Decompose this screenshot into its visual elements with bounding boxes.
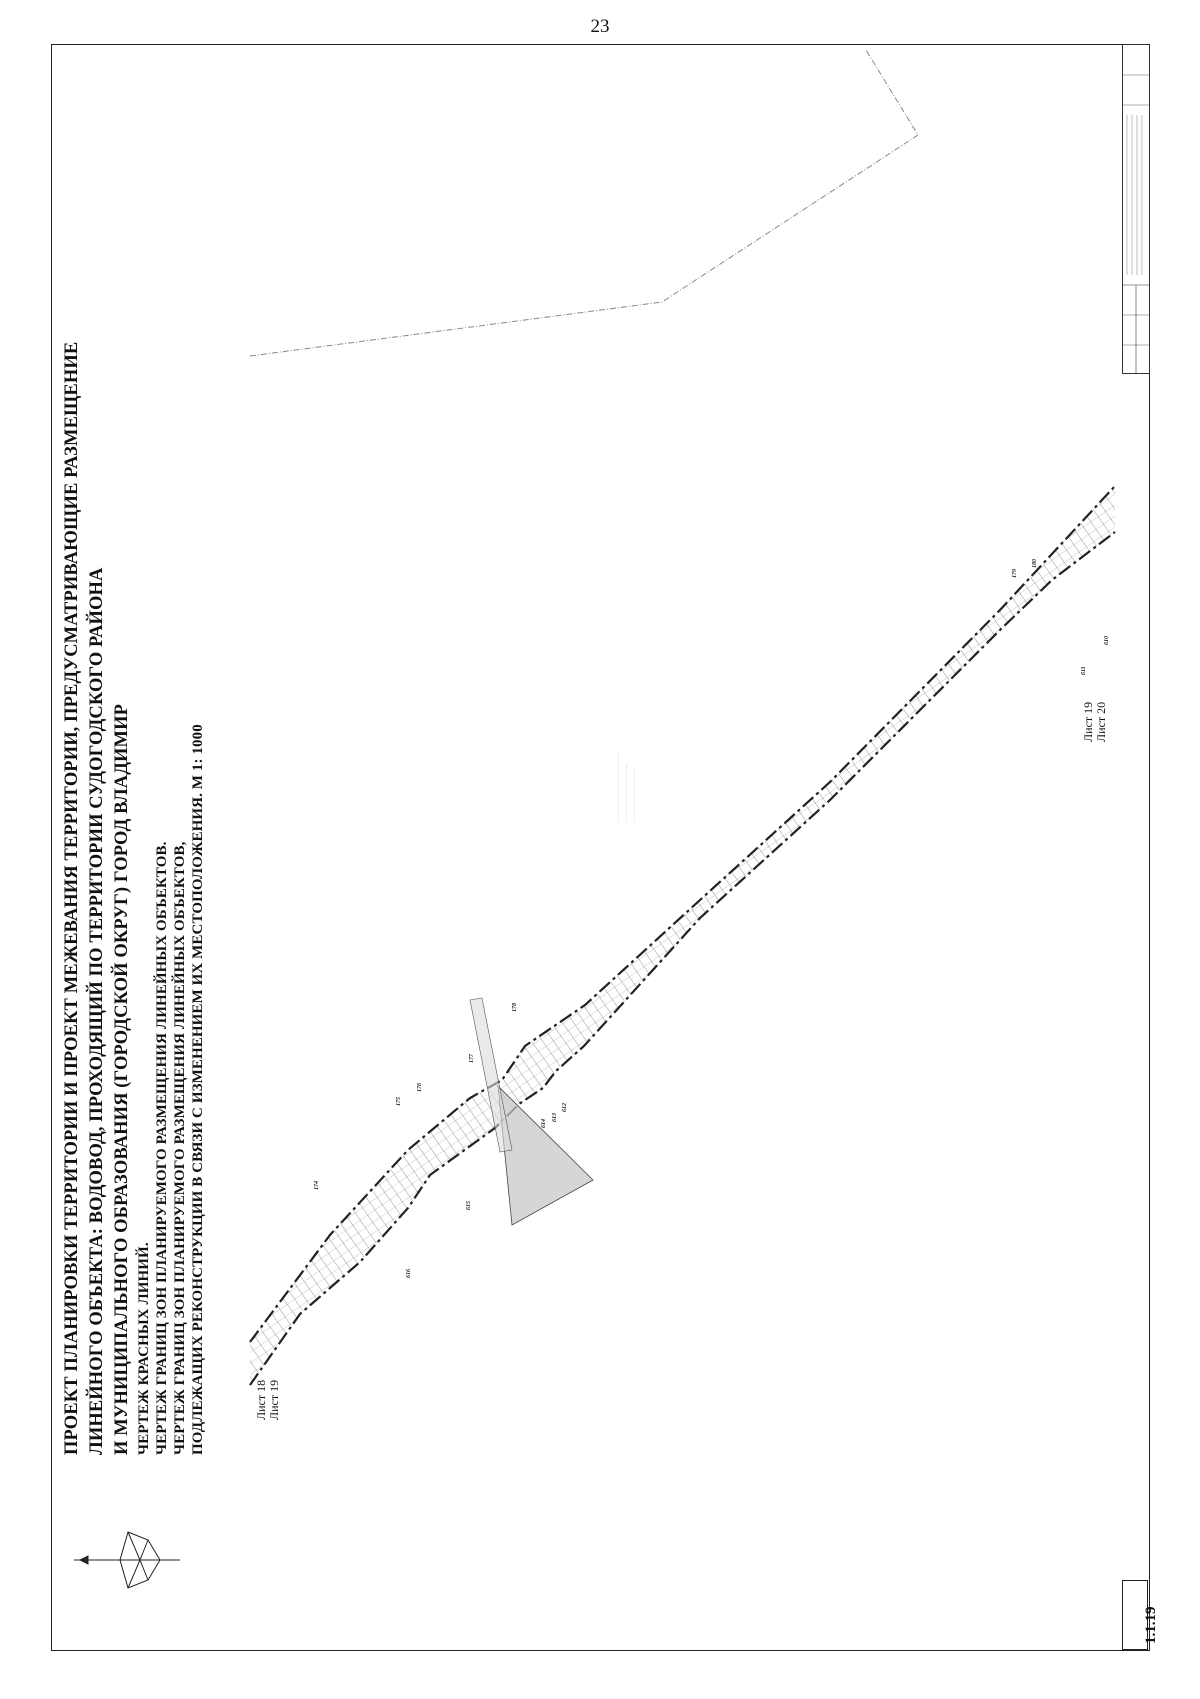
watermark-text [617,751,638,820]
point-label-610: 610 [1104,636,1110,645]
point-label-614: 614 [541,1119,547,1128]
linear-object-zone [250,486,1115,1385]
north-arrow-icon [74,1532,180,1588]
existing-parcel-boundary [250,50,918,356]
crossing-zone-triangle [498,1086,593,1225]
point-label-178: 178 [512,1003,518,1012]
subtitle-line-1: ЧЕРТЕЖ КРАСНЫХ ЛИНИЙ. [136,1242,152,1455]
point-label-611: 611 [1081,666,1087,675]
match-line-right-next: Лист 20 [1094,701,1108,742]
title-line-3: И МУНИЦИПАЛЬНОГО ОБРАЗОВАНИЯ (ГОРОДСКОЙ ОКРУГ) ГОРОД ВЛАДИМИР [112,704,132,1455]
page-number: 23 [590,16,610,37]
point-label-176: 176 [417,1083,423,1092]
point-label-180: 180 [1032,559,1038,568]
subtitle-line-3: ЧЕРТЕЖ ГРАНИЦ ЗОН ПЛАНИРУЕМОГО РАЗМЕЩЕНИЯ ЛИНЕЙНЫХ ОБЪЕКТОВ, [172,841,188,1455]
point-label-615: 615 [466,1201,472,1210]
match-line-left-current: Лист 19 [267,1379,281,1420]
stamp-grid [1123,45,1149,373]
subtitle-line-4: ПОДЛЕЖАЩИХ РЕКОНСТРУКЦИИ В СВЯЗИ С ИЗМЕНЕНИЕМ ИХ МЕСТОПОЛОЖЕНИЯ. М 1: 1000 [190,724,206,1455]
match-line-left-prev: Лист 18 [254,1379,268,1420]
match-line-right-current: Лист 19 [1081,701,1095,742]
sheet-code-box [1122,1580,1159,1650]
point-label-616: 616 [406,1269,412,1278]
point-label-612: 612 [562,1103,568,1112]
subtitle-line-2: ЧЕРТЕЖ ГРАНИЦ ЗОН ПЛАНИРУЕМОГО РАЗМЕЩЕНИЯ ЛИНЕЙНЫХ ОБЪЕКТОВ. [154,841,170,1455]
title-line-2: ЛИНЕЙНОГО ОБЪЕКТА: ВОДОВОД, ПРОХОДЯЩИЙ ПО ТЕРРИТОРИИ СУДОГОДСКОГО РАЙОНА [87,567,107,1455]
match-line-right [1082,702,1108,742]
point-label-179: 179 [1012,569,1018,578]
red-line-lower [250,532,1115,1385]
title-line-1: ПРОЕКТ ПЛАНИРОВКИ ТЕРРИТОРИИ И ПРОЕКТ МЕЖЕВАНИЯ ТЕРРИТОРИИ, ПРЕДУСМАТРИВАЮЩИЕ РАЗМЕЩЕНИЕ [62,341,82,1455]
title-stamp-block [1122,44,1150,374]
point-label-175: 175 [396,1097,402,1106]
sheet-code: 1.1.19 [1143,1606,1159,1644]
svg-text:······························: ········································· [617,751,622,820]
point-label-613: 613 [552,1113,558,1122]
svg-text:······························: ······························· [633,768,638,820]
point-label-174: 174 [314,1181,320,1190]
svg-text:······························: ·································· [625,763,630,820]
point-label-177: 177 [469,1054,475,1063]
drawing-title-block [60,5,207,1455]
match-line-left [255,1380,281,1420]
